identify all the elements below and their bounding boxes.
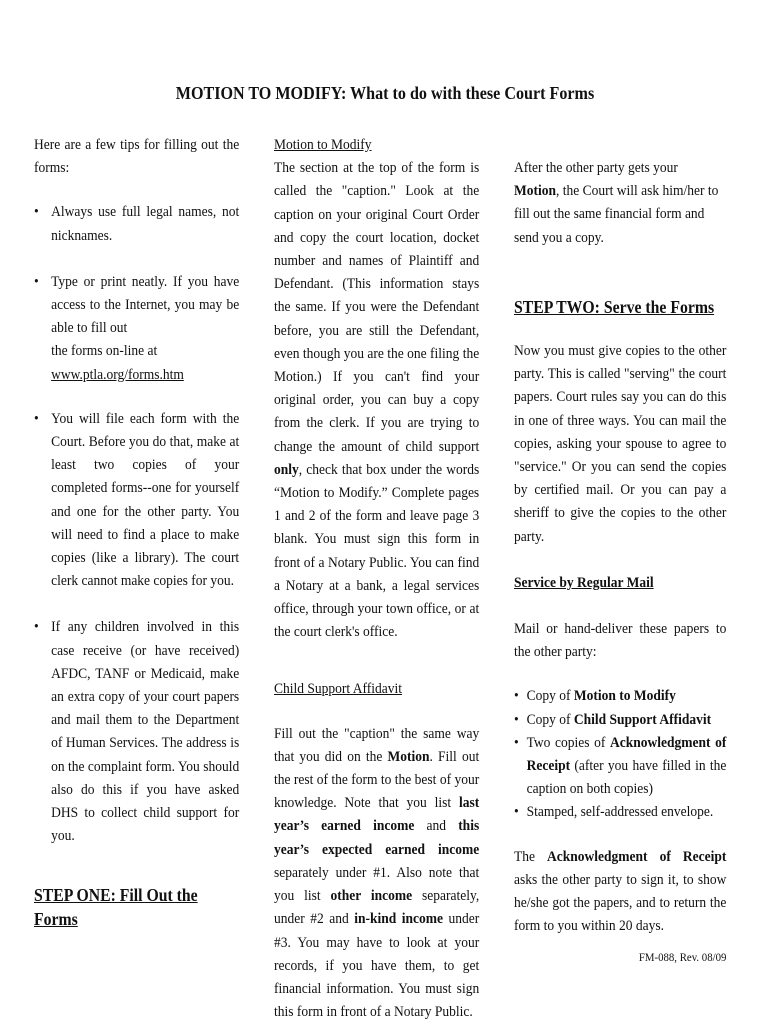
- mail-paragraph: Mail or hand-deliver these papers to the other party:: [514, 621, 727, 661]
- tip-item: [34, 201, 239, 247]
- bullet-icon: •: [34, 204, 39, 221]
- after-paragraph: After the other party gets your Motion, the Court will ask him/her to fill out the same financial form and send you a copy.: [514, 160, 719, 246]
- tip-text: You will file each form with the Court. Before you do that, make at least two copies of your completed forms--one for yourself and one for the other party. You will need to find a place to make copies (like a library). The court clerk cannot make copies for you.: [51, 410, 240, 590]
- column-tips: [34, 134, 239, 931]
- csa-heading: Child Support Affidavit: [274, 681, 403, 698]
- column-serve: [514, 157, 726, 970]
- bullet-icon: •: [514, 734, 519, 751]
- list-item: • Two copies of Acknowledgment of Receipt (after you have filled in the caption on both copies): [514, 732, 726, 802]
- tip-text: If any children involved in this case receive (or have received) AFDC, TANF or Medicaid, make an extra copy of your court papers and mail them to the Department of Human Services. The address is on the complaint form. You should also do this if you have asked DHS to collect child support for you.: [51, 619, 240, 845]
- list-item: • Copy of Motion to Modify: [514, 685, 726, 708]
- tip-item: [34, 271, 239, 387]
- bullet-icon: •: [514, 804, 519, 821]
- step-two-heading: STEP TWO: Serve the Forms: [514, 296, 715, 317]
- list-item: • Stamped, self-addressed envelope.: [514, 801, 726, 824]
- tip-text: the forms on-line at: [51, 343, 158, 360]
- tip-text: Type or print neatly. If you have access to the Internet, you may be able to fill out: [51, 273, 240, 337]
- bullet-icon: •: [34, 410, 39, 427]
- tip-item: [34, 408, 239, 594]
- regular-mail-heading: Service by Regular Mail: [514, 574, 654, 591]
- forms-link[interactable]: www.ptla.org/forms.htm: [51, 366, 184, 383]
- column-forms: [274, 134, 479, 1024]
- bullet-icon: •: [34, 273, 39, 290]
- acknowledgment-paragraph: The Acknowledgment of Receipt asks the other party to sign it, to show he/she got the papers, and to return the form to you within 20 days.: [514, 848, 727, 935]
- tip-item: [34, 616, 239, 848]
- tip-text: Always use full legal names, not nicknames.: [51, 204, 240, 244]
- step-one-heading: STEP ONE: Fill Out the Forms: [34, 885, 198, 929]
- csa-paragraph: Fill out the "caption" the same way that you did on the Motion. Fill out the rest of the form to the best of your knowledge. Note that you list last year’s earned income and this year’s expected earned income separately under #1. Also note that you list other income separately, under #2 and in-kind income under #3. You may have to look at your records, if you have them, to get financial information. You must sign this form in front of a Notary Public.: [274, 725, 480, 1021]
- mail-list: [514, 685, 726, 824]
- bullet-icon: •: [514, 711, 519, 728]
- page-title: MOTION TO MODIFY: What to do with these Court Forms: [175, 83, 595, 103]
- list-item: • Copy of Child Support Affidavit: [514, 709, 726, 732]
- form-revision: FM-088, Rev. 08/09: [638, 950, 727, 965]
- motion-paragraph: The section at the top of the form is called the "caption." Look at the caption on your original Court Order and copy the court location, docket number and names of Plaintiff and Defendant. (This information stays the same. If you were the Defendant before, you are still the Defendant, even though you are the one filing the Motion.) If you can't find your original order, you can buy a copy from the clerk. If you are trying to change the amount of child support only, check that box under the words “Motion to Modify.” Complete pages 1 and 2 of the form and leave page 3 blank. You must sign this form in front of a Notary Public. You can find a Notary at a bank, a legal services office, through your town office, or at the court clerk's office.: [274, 160, 480, 641]
- bullet-icon: •: [514, 688, 519, 705]
- motion-heading: Motion to Modify: [274, 137, 372, 153]
- tips-list: [34, 201, 239, 848]
- serve-paragraph: Now you must give copies to the other party. This is called "serving" the court papers. Court rules say you can do this in one of three ways. You can mail the copies, asking your spouse to agree to "service." Or you can send the copies by certified mail. Or you can pay a sheriff to give the copies to the other party.: [514, 343, 727, 545]
- tips-intro: Here are a few tips for filling out the forms:: [34, 137, 240, 177]
- bullet-icon: •: [34, 619, 39, 636]
